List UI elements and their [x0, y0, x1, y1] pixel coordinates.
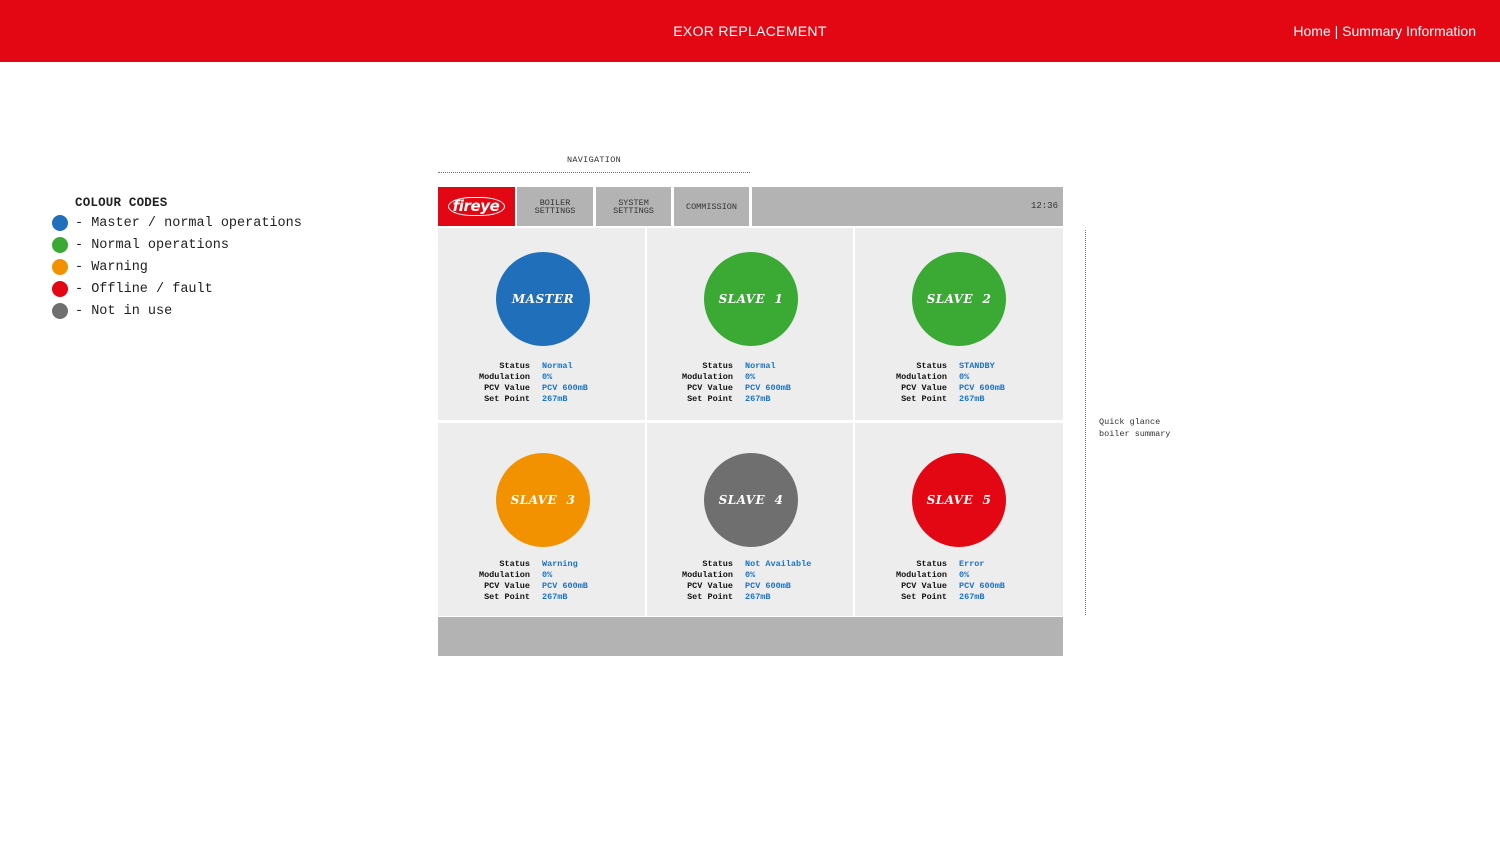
breadcrumb[interactable]: Home | Summary Information	[1293, 23, 1476, 39]
boiler-status-circle: SLAVE 3	[496, 453, 590, 547]
boiler-status-circle: SLAVE 2	[912, 252, 1006, 346]
navigation-divider	[438, 172, 750, 173]
pcv-value: PCV 600mB	[542, 581, 588, 591]
boiler-info	[470, 559, 588, 603]
page-title: EXOR REPLACEMENT	[673, 23, 827, 39]
pcv-label: PCV Value	[687, 383, 733, 393]
navigation-annotation: NAVIGATION	[566, 155, 621, 165]
boiler-status-circle: SLAVE 1	[704, 252, 798, 346]
pcv-label: PCV Value	[901, 581, 947, 591]
modulation-value: 0%	[745, 570, 756, 580]
modulation-label: Modulation	[895, 372, 947, 382]
setpoint-value: 267mB	[959, 394, 985, 404]
clock: 12:36	[1030, 201, 1058, 211]
modulation-value: 0%	[542, 570, 553, 580]
setpoint-label: Set Point	[687, 394, 733, 404]
modulation-label: Modulation	[681, 570, 733, 580]
screen-footer-bar	[438, 617, 1063, 656]
legend-item	[52, 278, 302, 300]
fireye-logo: fireye	[448, 197, 506, 216]
hmi-screen	[437, 187, 1063, 656]
tab-system-settings[interactable]: SYSTEM SETTINGS	[596, 187, 671, 226]
legend-dot-icon	[52, 259, 68, 275]
modulation-label: Modulation	[681, 372, 733, 382]
boiler-card-slave-1[interactable]	[647, 228, 853, 420]
status-value: STANDBY	[959, 361, 995, 371]
legend-dot-icon	[52, 281, 68, 297]
boiler-card-slave-5[interactable]	[855, 423, 1063, 616]
boiler-card-slave-3[interactable]	[438, 423, 645, 616]
status-label: Status	[499, 559, 530, 569]
pcv-label: PCV Value	[484, 383, 530, 393]
status-value: Warning	[542, 559, 578, 569]
boiler-info	[673, 559, 811, 603]
boiler-status-circle: SLAVE 5	[912, 453, 1006, 547]
setpoint-label: Set Point	[687, 592, 733, 602]
setpoint-label: Set Point	[484, 592, 530, 602]
setpoint-value: 267mB	[542, 592, 568, 602]
boiler-info	[673, 361, 791, 405]
legend-label: - Offline / fault	[75, 281, 213, 297]
legend-label: - Normal operations	[75, 237, 229, 253]
setpoint-value: 267mB	[959, 592, 985, 602]
boiler-card-master[interactable]	[438, 228, 645, 420]
modulation-label: Modulation	[478, 570, 530, 580]
setpoint-label: Set Point	[484, 394, 530, 404]
pcv-value: PCV 600mB	[745, 581, 791, 591]
pcv-value: PCV 600mB	[745, 383, 791, 393]
legend-label: - Master / normal operations	[75, 215, 302, 231]
status-value: Normal	[542, 361, 573, 371]
boiler-status-circle: SLAVE 4	[704, 453, 798, 547]
summary-divider	[1085, 230, 1086, 615]
modulation-label: Modulation	[478, 372, 530, 382]
boiler-grid	[438, 228, 1063, 616]
navbar-status-area	[752, 187, 1063, 226]
legend-heading: COLOUR CODES	[75, 196, 168, 210]
status-label: Status	[916, 559, 947, 569]
tab-boiler-settings[interactable]: BOILER SETTINGS	[517, 187, 593, 226]
boiler-card-slave-2[interactable]	[855, 228, 1063, 420]
legend-dot-icon	[52, 303, 68, 319]
legend-dot-icon	[52, 215, 68, 231]
legend-label: - Not in use	[75, 303, 173, 319]
status-label: Status	[499, 361, 530, 371]
boiler-status-circle: MASTER	[496, 252, 590, 346]
colour-legend	[52, 196, 302, 322]
legend-dot-icon	[52, 237, 68, 253]
boiler-info	[887, 559, 1005, 603]
pcv-label: PCV Value	[687, 581, 733, 591]
pcv-label: PCV Value	[484, 581, 530, 591]
setpoint-value: 267mB	[745, 394, 771, 404]
status-value: Not Available	[745, 559, 812, 569]
pcv-value: PCV 600mB	[542, 383, 588, 393]
setpoint-label: Set Point	[901, 394, 947, 404]
pcv-label: PCV Value	[901, 383, 947, 393]
modulation-value: 0%	[959, 372, 970, 382]
status-label: Status	[702, 559, 733, 569]
legend-label: - Warning	[75, 259, 148, 275]
setpoint-label: Set Point	[901, 592, 947, 602]
legend-item	[52, 300, 302, 322]
pcv-value: PCV 600mB	[959, 383, 1005, 393]
status-label: Status	[702, 361, 733, 371]
status-value: Normal	[745, 361, 776, 371]
modulation-value: 0%	[542, 372, 553, 382]
top-banner	[0, 0, 1500, 62]
quick-glance-annotation: Quick glance boiler summary	[1099, 417, 1171, 439]
boiler-card-slave-4[interactable]	[647, 423, 853, 616]
setpoint-value: 267mB	[745, 592, 771, 602]
legend-item	[52, 234, 302, 256]
boiler-info	[887, 361, 1005, 405]
modulation-label: Modulation	[895, 570, 947, 580]
modulation-value: 0%	[959, 570, 970, 580]
tab-commission[interactable]: COMMISSION	[674, 187, 749, 226]
legend-item	[52, 256, 302, 278]
status-label: Status	[916, 361, 947, 371]
pcv-value: PCV 600mB	[959, 581, 1005, 591]
status-value: Error	[959, 559, 985, 569]
setpoint-value: 267mB	[542, 394, 568, 404]
modulation-value: 0%	[745, 372, 756, 382]
legend-item	[52, 212, 302, 234]
boiler-info	[470, 361, 588, 405]
screen-navbar	[437, 187, 1063, 226]
home-logo-button[interactable]	[438, 187, 515, 226]
